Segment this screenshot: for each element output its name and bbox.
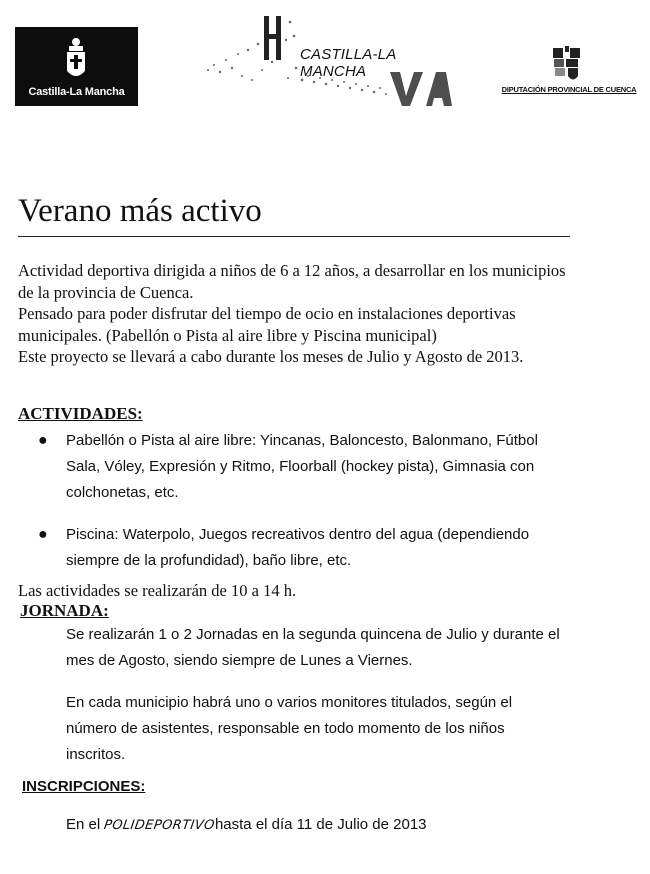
actividades-heading: ACTIVIDADES: [18,404,143,423]
jornada-text [66,622,566,768]
actividades-list [38,428,548,574]
horario-text: Las actividades se realizarán de 10 a 14 h. [18,581,297,600]
inscripciones-prefix: En el [66,816,101,833]
inscripciones-line [66,816,427,833]
page-title: Verano más activo [18,193,262,229]
inscripciones-suffix: hasta el día 11 de Julio de 2013 [214,816,427,833]
coat-of-arms-icon [62,37,90,83]
left-logo-label: Castilla-La Mancha [28,86,125,98]
right-logo-label: DIPUTACIÓN PROVINCIAL DE CUENCA [501,85,637,94]
jornada-paragraph: En cada municipio habrá uno o varios monitores titulados, según el número de asistentes, responsable en todo momento de los niños inscritos. [66,694,513,763]
handwritten-location: POLIDEPORTIVO [103,818,217,833]
activity-text: Piscina: Waterpolo, Juegos recreativos dentro del agua (dependiendo siempre de la profundidad), baño libre, etc. [66,526,530,569]
list-item [38,522,548,574]
list-item [38,428,548,506]
activity-text: Pabellón o Pista al aire libre: Yincanas, Baloncesto, Balonmano, Fútbol Sala, Vóley, Expresión y Ritmo, Floorball (hockey pista), Gimnasia con colchonetas, etc. [66,432,538,501]
jornada-paragraph: Se realizarán 1 o 2 Jornadas en la segunda quincena de Julio y durante el mes de Agosto, siendo siempre de Lunes a Viernes. [66,626,560,669]
intro-paragraph: Actividad deportiva dirigida a niños de 6 a 12 años, a desarrollar en los municipios de la provincia de Cuenca. [18,261,566,302]
inscripciones-heading: INSCRIPCIONES: [22,778,146,795]
castilla-la-mancha-logo [15,27,138,106]
bullet-icon: ● [38,432,48,449]
middle-logo-label: CASTILLA-LA MANCHA [300,46,396,80]
castilla-la-mancha-activa-logo [190,10,455,110]
intro-paragraph: Pensado para poder disfrutar del tiempo de ocio en instalaciones deportivas municipales. (Pabellón o Pista al aire libre y Piscina municipal) [18,304,516,345]
bullet-icon: ● [38,526,48,543]
jornada-heading: JORNADA: [20,601,109,620]
intro-paragraph: Este proyecto se llevará a cabo durante los meses de Julio y Agosto de 2013. [18,347,524,366]
title-divider [18,236,570,237]
intro-text [18,260,578,368]
diputacion-cuenca-logo [498,42,640,100]
diputacion-shield-icon [550,46,582,84]
